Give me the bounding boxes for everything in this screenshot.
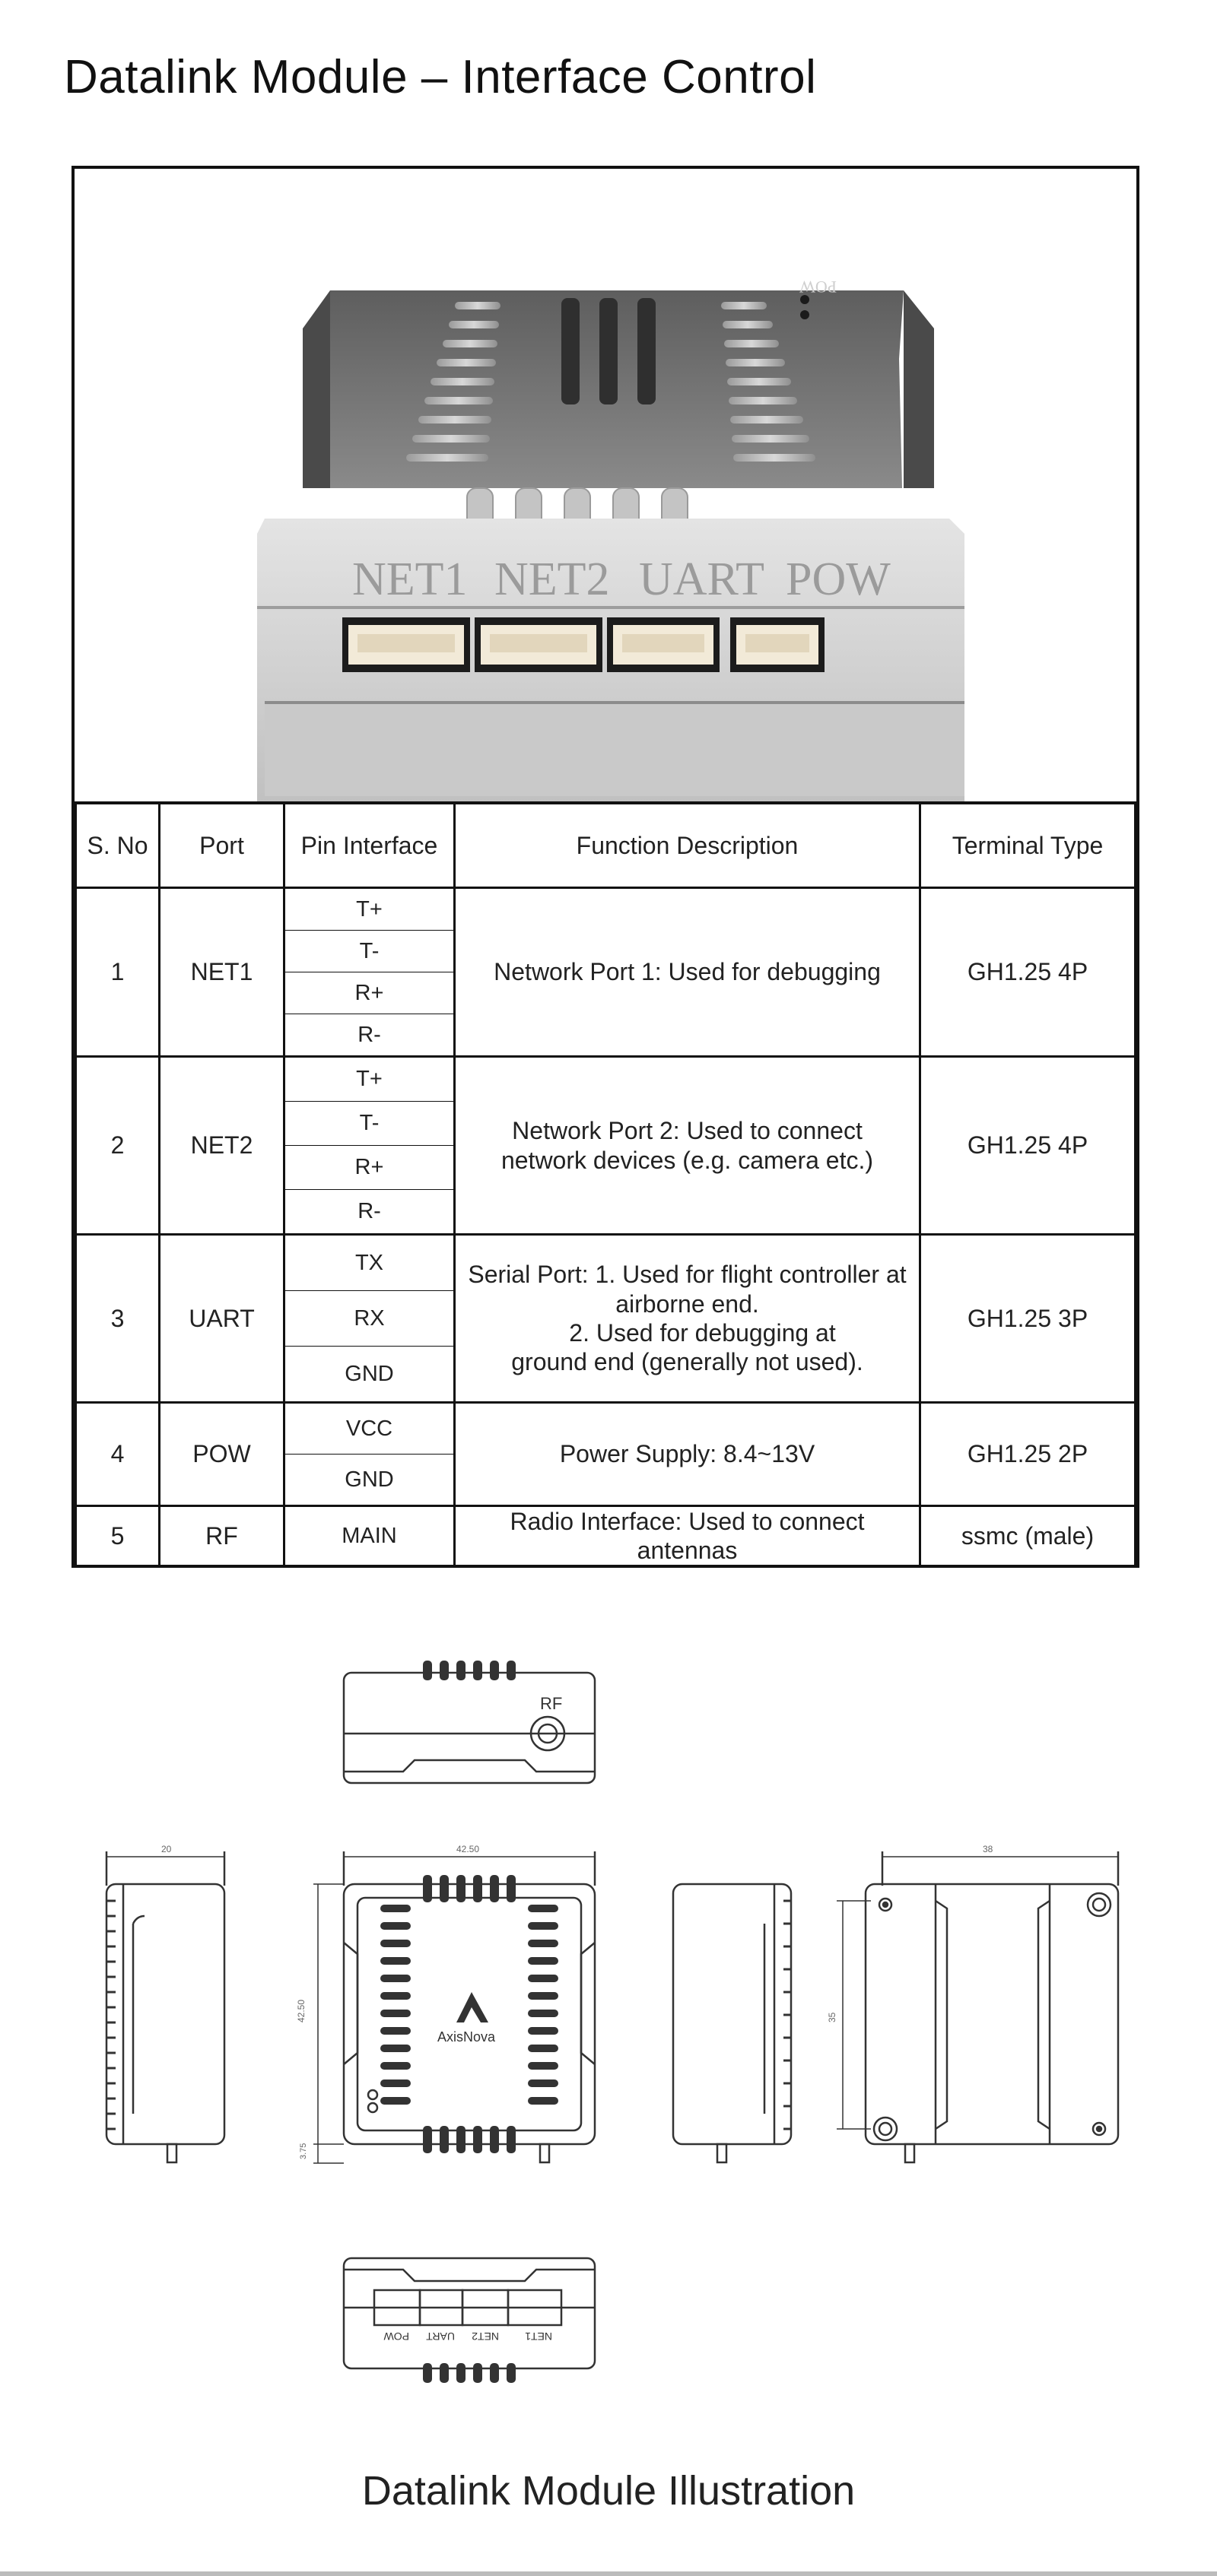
table-row (76, 1506, 1136, 1567)
connector-uart (607, 617, 720, 672)
dim-right-width: 38 (983, 1844, 993, 1854)
table-row (76, 1235, 1136, 1291)
cell-terminal: GH1.25 2P (920, 1403, 1136, 1506)
cell-pin: RX (284, 1291, 455, 1347)
connector-net1 (342, 617, 470, 672)
port-label-uart: UART (639, 554, 765, 605)
dim-height: 42.50 (296, 1999, 307, 2022)
cell-function: Network Port 1: Used for debugging (455, 888, 920, 1057)
cell-terminal: GH1.25 3P (920, 1235, 1136, 1403)
bottom-label-net1: NET1 (525, 2330, 552, 2343)
header-port: Port (160, 803, 284, 888)
bottom-label-uart: UART (426, 2330, 455, 2343)
header-pin-interface: Pin Interface (284, 803, 455, 888)
cell-pin: GND (284, 1347, 455, 1403)
front-port-view (344, 2258, 595, 2383)
cell-terminal: GH1.25 4P (920, 1057, 1136, 1235)
port-label-net2: NET2 (494, 554, 610, 605)
led-label: POW (799, 278, 837, 297)
port-label-pow: POW (786, 554, 891, 605)
interface-table (75, 801, 1136, 1568)
cell-pin: R+ (284, 972, 455, 1014)
cell-function: Serial Port: 1. Used for flight controller at airborne end. 2. Used for debugging at ground end (generally not used). (455, 1235, 920, 1403)
header-sno: S. No (76, 803, 160, 888)
figure-caption: Datalink Module Illustration (361, 2468, 856, 2514)
cell-function: Power Supply: 8.4~13V (455, 1403, 920, 1506)
cell-pin: R+ (284, 1146, 455, 1190)
drawings-svg (0, 1597, 1217, 2448)
cell-port: UART (160, 1235, 284, 1403)
port-label-net1: NET1 (352, 554, 468, 605)
cell-pin: R- (284, 1014, 455, 1057)
cell-pin: T- (284, 1102, 455, 1146)
module-photo (75, 169, 1136, 801)
header-terminal: Terminal Type (920, 803, 1136, 888)
cell-sno: 2 (76, 1057, 160, 1235)
cell-pin: VCC (284, 1403, 455, 1455)
cell-function: Network Port 2: Used to connect network devices (e.g. camera etc.) (455, 1057, 920, 1235)
dim-top-width: 42.50 (456, 1844, 480, 1854)
brand-name: AxisNova (437, 2029, 496, 2045)
right-side-view (673, 1884, 791, 2162)
cell-port: NET2 (160, 1057, 284, 1235)
connector-pow (730, 617, 825, 672)
rear-view (344, 1661, 595, 1783)
cell-pin: T+ (284, 1057, 455, 1102)
bottom-label-net2: NET2 (472, 2330, 499, 2343)
table-header-row (76, 803, 1136, 888)
cell-terminal: GH1.25 4P (920, 888, 1136, 1057)
module-photo-render (75, 169, 1136, 801)
connector-net2 (475, 617, 602, 672)
brand-logo-icon (456, 1992, 488, 2022)
module-drawings (0, 1597, 1217, 2448)
cell-pin: T- (284, 931, 455, 972)
table-row (76, 1057, 1136, 1102)
bottom-label-pow: POW (383, 2330, 409, 2343)
cell-pin: TX (284, 1235, 455, 1291)
page-bottom-divider (0, 2571, 1217, 2576)
cell-sno: 3 (76, 1235, 160, 1403)
left-side-view (106, 1844, 224, 2162)
cell-pin: R- (284, 1190, 455, 1235)
top-plan-view (296, 1844, 595, 2163)
cell-pin: MAIN (284, 1506, 455, 1567)
rf-label: RF (540, 1694, 563, 1713)
dim-bottom-offset: 3.75 (299, 2143, 308, 2159)
dim-left-width: 20 (161, 1844, 172, 1854)
cell-function: Radio Interface: Used to connect antennas (455, 1506, 920, 1567)
cell-sno: 1 (76, 888, 160, 1057)
table-row (76, 888, 1136, 931)
table-row (76, 1403, 1136, 1455)
cell-port: RF (160, 1506, 284, 1567)
page-title: Datalink Module – Interface Control (64, 51, 817, 103)
interface-spec-panel (71, 166, 1139, 1568)
dim-right-height: 35 (827, 2012, 837, 2022)
cell-port: NET1 (160, 888, 284, 1057)
bottom-view (827, 1844, 1118, 2162)
cell-port: POW (160, 1403, 284, 1506)
cell-terminal: ssmc (male) (920, 1506, 1136, 1567)
cell-pin: T+ (284, 888, 455, 931)
cell-pin: GND (284, 1455, 455, 1506)
cell-sno: 5 (76, 1506, 160, 1567)
header-function: Function Description (455, 803, 920, 888)
cell-sno: 4 (76, 1403, 160, 1506)
